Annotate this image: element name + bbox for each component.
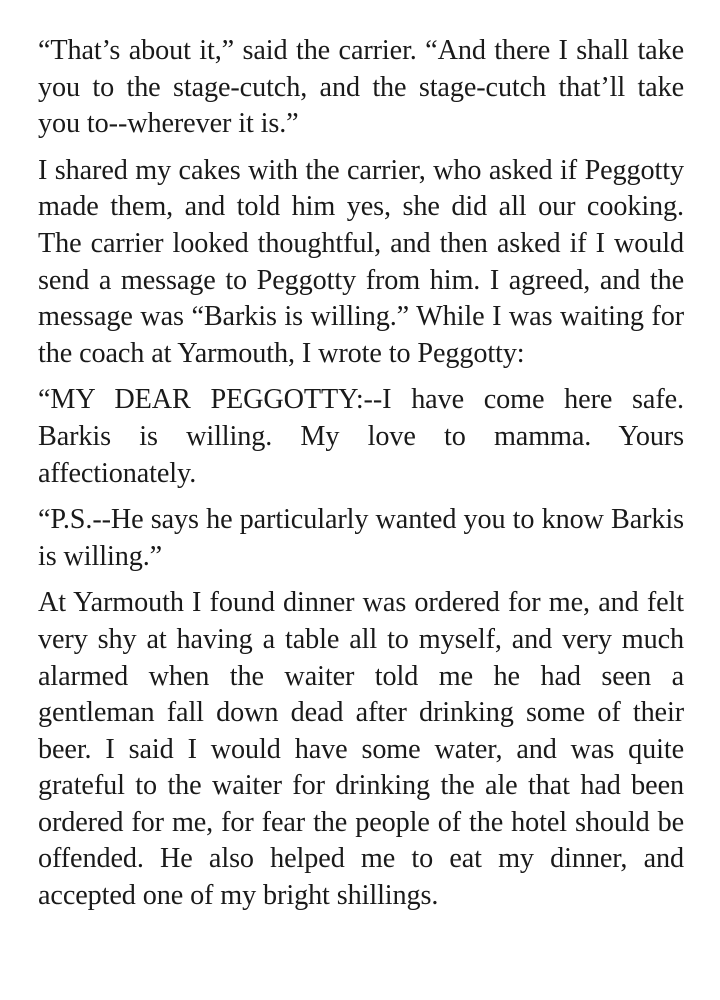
paragraph-carrier-reply: “That’s about it,” said the carrier. “And there I shall take you to the stage-cutch, and the stage-cutch that’ll take you to--wherever it is.”: [38, 35, 684, 140]
book-page: [38, 33, 684, 925]
paragraph-letter-postscript: “P.S.--He says he particularly wanted you to know Barkis is willing.”: [38, 504, 684, 572]
paragraph-yarmouth-dinner: At Yarmouth I found dinner was ordered for me, and felt very shy at having a table all to myself, and very much alarmed when the waiter told me he had seen a gentleman fall down dead after drinking some of their beer. I said I would have some water, and was quite grateful to the waiter for drinking the ale that had been ordered for me, for fear the people of the hotel should be offended. He also helped me to eat my dinner, and accepted one of my bright shillings.: [38, 587, 684, 912]
paragraph-letter-body: “MY DEAR PEGGOTTY:--I have come here safe. Barkis is willing. My love to mamma. Yours affectionately.: [38, 384, 684, 489]
paragraph-shared-cakes: I shared my cakes with the carrier, who asked if Peggotty made them, and told him yes, she did all our cooking. The carrier looked thoughtful, and then asked if I would send a message to Peggotty from him. I agreed, and the message was “Barkis is willing.” While I was waiting for the coach at Yarmouth, I wrote to Peggotty:: [38, 154, 684, 369]
